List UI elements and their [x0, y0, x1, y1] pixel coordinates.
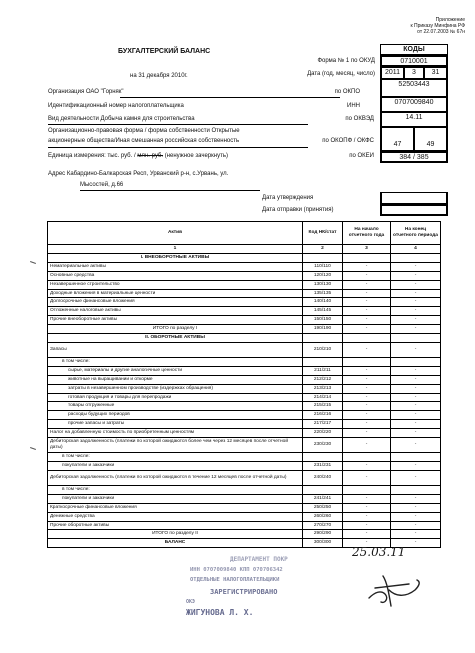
table-row — [48, 384, 441, 393]
row-end-value: - — [391, 393, 441, 402]
row-name: Доходные вложения в материальные ценности — [48, 289, 303, 298]
okpo-value-text: 52503443 — [398, 81, 430, 88]
inn-value: 0707009840 — [380, 97, 448, 112]
org-form-line-2: акционерные общества/Иная смешанная российская собственность — [48, 138, 240, 144]
stamp-line-4: ЗАРЕГИСТРИРОВАНО — [210, 588, 278, 596]
row-code — [303, 453, 343, 462]
col-num-4: 4 — [391, 245, 441, 254]
row-code: 231/231 — [303, 462, 343, 471]
row-name: покупатели и заказчики — [48, 494, 303, 503]
row-end-value: - — [391, 539, 441, 548]
row-code: 120/120 — [303, 271, 343, 280]
row-name: БАЛАНС — [48, 539, 303, 548]
activity-label: Вид деятельности Добыча камня для строительства — [48, 116, 195, 122]
row-code: 190/190 — [303, 325, 343, 334]
row-end-value — [391, 357, 441, 366]
row-name: в том числе: — [48, 485, 303, 494]
table-row — [48, 307, 441, 316]
row-start-value: - — [343, 384, 391, 393]
row-name: Дебиторская задолженность (платежи по которой ожидаются в течение 12 месяцев после отчетной даты) — [48, 470, 303, 485]
col-asset-header: Актив — [48, 222, 303, 245]
table-row — [48, 429, 441, 438]
row-code: 212/212 — [303, 375, 343, 384]
row-code: 217/217 — [303, 420, 343, 429]
col-num-1: 1 — [48, 245, 303, 254]
table-row — [48, 393, 441, 402]
row-name: товары отгруженные — [48, 402, 303, 411]
approval-date-box — [380, 192, 448, 204]
appendix-note — [345, 17, 465, 35]
okved-value: 14.11 — [380, 112, 448, 127]
org-name: Организация ОАО "Горняк" — [48, 89, 124, 95]
row-start-value: - — [343, 429, 391, 438]
row-name: Отложенные налоговые активы — [48, 307, 303, 316]
row-name: в том числе: — [48, 357, 303, 366]
row-code: 240/240 — [303, 470, 343, 485]
row-name: Прочие внеоборотные активы — [48, 316, 303, 325]
table-row — [48, 420, 441, 429]
org-name-rule — [120, 97, 340, 98]
row-end-value: - — [391, 366, 441, 375]
row-code: 220/220 — [303, 429, 343, 438]
row-end-value: - — [391, 325, 441, 334]
row-name: ИТОГО по разделу I — [48, 325, 303, 334]
row-start-value: - — [343, 411, 391, 420]
approval-date-label: Дата утверждения — [262, 195, 314, 201]
row-name: Налог на добавленную стоимость по приобретенным ценностям — [48, 429, 303, 438]
row-end-value: - — [391, 438, 441, 453]
table-row — [48, 470, 441, 485]
row-end-value: - — [391, 420, 441, 429]
row-name: расходы будущих периодов — [48, 411, 303, 420]
okpo-label: по ОКПО — [334, 89, 360, 95]
table-row — [48, 375, 441, 384]
row-code: 216/216 — [303, 411, 343, 420]
col-end-header: На конец отчетного периода — [391, 222, 441, 245]
row-code: 150/150 — [303, 316, 343, 325]
okud-value: 0710001 — [380, 55, 448, 67]
table-row — [48, 494, 441, 503]
table-row — [48, 402, 441, 411]
row-start-value: - — [343, 530, 391, 539]
row-code: 300/300 — [303, 539, 343, 548]
row-code: 130/130 — [303, 280, 343, 289]
row-start-value: - — [343, 521, 391, 530]
units-line — [48, 153, 228, 160]
table-row — [48, 411, 441, 420]
row-end-value — [391, 453, 441, 462]
table-row — [48, 271, 441, 280]
stamp-line-5: ОКЭ — [186, 599, 196, 605]
row-end-value — [391, 253, 441, 262]
row-code: 110/110 — [303, 262, 343, 271]
row-start-value: - — [343, 289, 391, 298]
row-start-value: - — [343, 512, 391, 521]
row-name: Нематериальные активы — [48, 262, 303, 271]
row-code: 241/241 — [303, 494, 343, 503]
row-code: 210/210 — [303, 342, 343, 357]
col-num-3: 3 — [343, 245, 391, 254]
table-row — [48, 298, 441, 307]
inn-row-label: Идентификационный номер налогоплательщика — [48, 103, 184, 109]
activity-rule — [48, 124, 308, 125]
form-rule — [48, 147, 308, 148]
row-code — [303, 334, 343, 343]
row-code: 135/135 — [303, 289, 343, 298]
row-code: 260/260 — [303, 512, 343, 521]
row-end-value: - — [391, 530, 441, 539]
row-name: Долгосрочные финансовые вложения — [48, 298, 303, 307]
row-name: ИТОГО по разделу II — [48, 530, 303, 539]
row-code: 250/250 — [303, 503, 343, 512]
col-start-header: На начало отчетного года — [343, 222, 391, 245]
table-row — [48, 521, 441, 530]
row-start-value — [343, 253, 391, 262]
row-start-value: - — [343, 271, 391, 280]
table-row — [48, 280, 441, 289]
row-name: Запасы — [48, 342, 303, 357]
okved-label: по ОКВЭД — [345, 116, 374, 122]
signature-icon — [365, 568, 425, 610]
row-name: в том числе: — [48, 453, 303, 462]
table-row — [48, 357, 441, 366]
okfs-value: 49 — [414, 127, 448, 151]
table-row — [48, 512, 441, 521]
table-row — [48, 453, 441, 462]
row-name: II. ОБОРОТНЫЕ АКТИВЫ — [48, 334, 303, 343]
row-start-value: - — [343, 462, 391, 471]
row-end-value: - — [391, 402, 441, 411]
row-end-value: - — [391, 271, 441, 280]
stamp-line-2: ИНН 0707009840 КПП 070706342 — [190, 567, 283, 573]
row-code: 290/290 — [303, 530, 343, 539]
row-code: 211/211 — [303, 366, 343, 375]
row-start-value: - — [343, 325, 391, 334]
row-end-value: - — [391, 494, 441, 503]
row-start-value: - — [343, 402, 391, 411]
row-end-value: - — [391, 384, 441, 393]
stamp-line-1: ДЕПАРТАМЕНТ ПОКР — [230, 556, 288, 563]
row-code — [303, 485, 343, 494]
date-day: 31 — [424, 67, 448, 79]
units-suffix: (ненужное зачеркнуть) — [164, 153, 228, 159]
row-start-value: - — [343, 420, 391, 429]
row-code: 214/214 — [303, 393, 343, 402]
row-name: животные на выращивании и откорме — [48, 375, 303, 384]
table-row — [48, 325, 441, 334]
table-row — [48, 485, 441, 494]
row-end-value: - — [391, 375, 441, 384]
row-start-value: - — [343, 375, 391, 384]
codes-header: КОДЫ — [380, 44, 448, 55]
row-end-value — [391, 485, 441, 494]
row-code: 270/270 — [303, 521, 343, 530]
table-row — [48, 530, 441, 539]
row-start-value: - — [343, 470, 391, 485]
row-start-value: - — [343, 307, 391, 316]
row-name: Основные средства — [48, 271, 303, 280]
document-title: БУХГАЛТЕРСКИЙ БАЛАНС — [118, 48, 211, 55]
table-header-row — [48, 222, 441, 245]
table-row — [48, 503, 441, 512]
row-start-value: - — [343, 494, 391, 503]
row-name: готовая продукция и товары для перепродажи — [48, 393, 303, 402]
row-name: затраты в незавершенном производстве (издержках обращения) — [48, 384, 303, 393]
handwritten-date: 25.03.11 — [352, 545, 406, 559]
row-end-value: - — [391, 503, 441, 512]
table-row — [48, 366, 441, 375]
row-start-value: - — [343, 539, 391, 548]
okopf-value: 47 — [380, 127, 414, 151]
row-code: 213/213 — [303, 384, 343, 393]
row-start-value: - — [343, 393, 391, 402]
row-start-value: - — [343, 316, 391, 325]
appendix-line-1: Приложение — [435, 17, 465, 23]
date-year: 2011 — [380, 67, 404, 79]
row-end-value: - — [391, 307, 441, 316]
appendix-line-3: от 22.07.2003 № 67н — [417, 29, 465, 35]
send-date-label: Дата отправки (принятия) — [262, 207, 334, 213]
row-code: 145/145 — [303, 307, 343, 316]
row-name: Прочие оборотные активы — [48, 521, 303, 530]
row-code: 215/215 — [303, 402, 343, 411]
row-code — [303, 357, 343, 366]
row-start-value — [343, 453, 391, 462]
table-row — [48, 253, 441, 262]
units-struck: млн. руб. — [137, 153, 164, 159]
row-name: I. ВНЕОБОРОТНЫЕ АКТИВЫ — [48, 253, 303, 262]
okpo-value — [380, 79, 448, 97]
stamp-line-6: ЖИГУНОВА Л. Х. — [186, 608, 254, 617]
margin-mark — [30, 447, 36, 450]
row-start-value — [343, 485, 391, 494]
row-name: Незавершенное строительство — [48, 280, 303, 289]
row-start-value: - — [343, 280, 391, 289]
table-row — [48, 289, 441, 298]
address-line-2: Мысостей, д.66 — [80, 182, 124, 188]
okei-label: по ОКЕИ — [349, 153, 374, 159]
row-end-value: - — [391, 342, 441, 357]
address-rule — [80, 190, 260, 191]
row-code — [303, 253, 343, 262]
row-name: прочие запасы и затраты — [48, 420, 303, 429]
row-end-value: - — [391, 512, 441, 521]
date-month: 3 — [404, 67, 424, 79]
row-start-value: - — [343, 262, 391, 271]
margin-mark — [30, 261, 36, 264]
row-start-value: - — [343, 298, 391, 307]
row-end-value — [391, 334, 441, 343]
row-end-value: - — [391, 316, 441, 325]
org-form-line-1: Организационно-правовая форма / форма собственности Открытые — [48, 128, 240, 134]
table-row — [48, 342, 441, 357]
okopf-label: по ОКОПФ / ОКФС — [322, 138, 374, 144]
stamp-line-3: ОТДЕЛЬНЫЕ НАЛОГОПЛАТЕЛЬЩИКИ — [190, 577, 280, 583]
row-start-value — [343, 357, 391, 366]
row-end-value: - — [391, 462, 441, 471]
okei-value: 384 / 385 — [380, 151, 448, 163]
date-label: Дата (год, месяц, число) — [307, 71, 375, 77]
appendix-line-2: к Приказу Минфина РФ — [410, 23, 465, 29]
okud-label: Форма № 1 по ОКУД — [317, 58, 375, 64]
row-end-value: - — [391, 298, 441, 307]
table-row — [48, 262, 441, 271]
table-row — [48, 316, 441, 325]
col-code-header: Код НК/стат — [303, 222, 343, 245]
row-end-value: - — [391, 470, 441, 485]
row-end-value: - — [391, 280, 441, 289]
units-prefix: Единица измерения: тыс. руб. / — [48, 153, 136, 159]
row-name: покупатели и заказчики — [48, 462, 303, 471]
row-start-value: - — [343, 342, 391, 357]
table-number-row — [48, 245, 441, 254]
row-end-value: - — [391, 262, 441, 271]
balance-table — [47, 221, 441, 548]
table-row — [48, 462, 441, 471]
row-start-value — [343, 334, 391, 343]
row-code: 140/140 — [303, 298, 343, 307]
row-end-value: - — [391, 289, 441, 298]
row-start-value: - — [343, 438, 391, 453]
table-row — [48, 438, 441, 453]
row-end-value: - — [391, 521, 441, 530]
inn-label: ИНН — [347, 103, 360, 109]
row-name: Дебиторская задолженность (платежи по которой ожидаются более чем через 12 месяцев после отчетной даты) — [48, 438, 303, 453]
send-date-box — [380, 204, 448, 216]
row-name: Денежные средства — [48, 512, 303, 521]
row-end-value: - — [391, 429, 441, 438]
row-name: сырье, материалы и другие аналогичные ценности — [48, 366, 303, 375]
row-end-value: - — [391, 411, 441, 420]
row-start-value: - — [343, 366, 391, 375]
report-date: на 31 декабря 2010г. — [130, 73, 188, 79]
col-num-2: 2 — [303, 245, 343, 254]
address-line-1: Адрес Кабардино-Балкарская Респ, Урванский р-н, с.Урвань, ул. — [48, 171, 229, 177]
row-name: Краткосрочные финансовые вложения — [48, 503, 303, 512]
row-start-value: - — [343, 503, 391, 512]
row-code: 230/230 — [303, 438, 343, 453]
table-row — [48, 334, 441, 343]
